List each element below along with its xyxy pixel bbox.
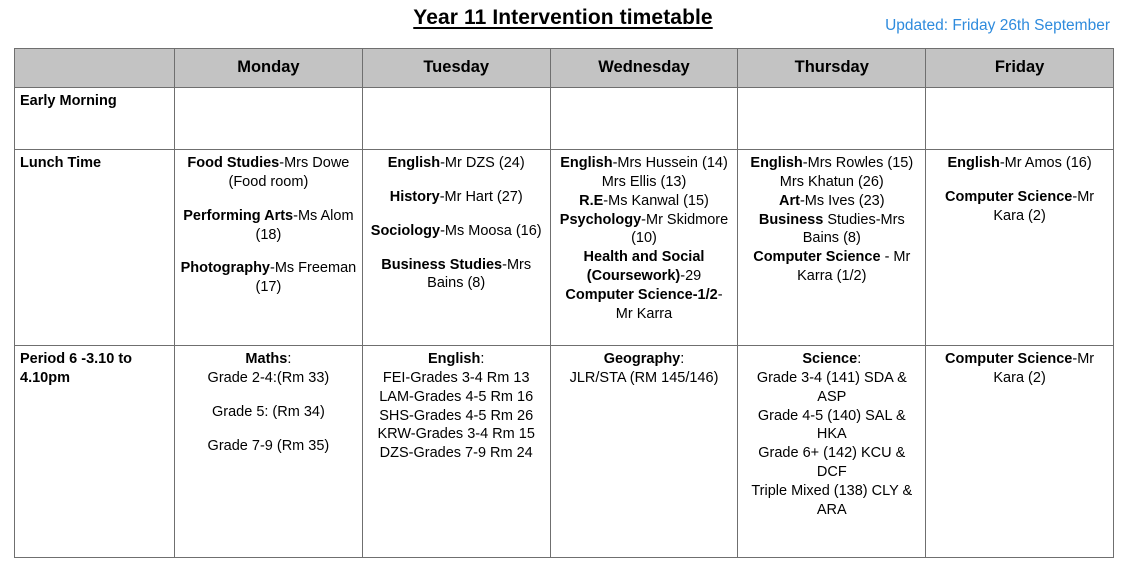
cell-entry-subject: Business Studies [381,256,503,273]
cell-entry-detail: : [480,351,485,367]
cell-period6-friday [926,346,1114,558]
cell-entry [743,211,920,249]
cell-entry-subject: Health and Social (Coursework) [583,249,705,285]
cell-lunch-friday [926,150,1114,346]
table-row-early-morning [15,88,1114,150]
cell-entry-detail: JLR/STA (RM 145/146) [569,369,719,386]
page-header [0,0,1126,46]
cell-entry-detail: -Ms Kanwal (15) [603,192,709,209]
cell-spacer [368,241,545,256]
column-header-monday: Monday [175,49,363,88]
cell-entry [180,154,357,192]
cell-entry-detail: -Mr DZS (24) [440,155,525,171]
row-label-line: Period 6 - [20,351,87,367]
cell-entry [368,188,545,207]
cell-entry-detail: Grade 3-4 (141) SDA & ASP [756,369,907,405]
row-label-line: 3.10 to 4.10pm [20,351,133,386]
header-corner-cell [15,49,175,88]
cell-entry [368,369,545,388]
table-row-lunch-time [15,150,1114,346]
cell-entry-detail: -Mr Skidmore (10) [631,211,729,247]
cell-lunch-wednesday [550,150,738,346]
cell-entry-subject: English [387,155,441,171]
column-header-thursday: Thursday [738,49,926,88]
cell-entry-subject: Computer Science [753,249,881,266]
cell-lunch-thursday [738,150,926,346]
cell-entry-detail: -Mrs Hussein (14) Mrs Ellis (13) [601,155,728,190]
cell-entry-detail: - Mr Karra (1/2) [797,249,911,285]
cell-entry [368,407,545,426]
cell-entry-subject: English [947,155,1000,171]
cell-entry [931,188,1108,226]
cell-entry [368,350,545,369]
cell-entry [931,154,1108,173]
cell-entry-detail: -Mr Amos (16) [999,155,1092,171]
cell-entry-subject: R.E [579,192,604,209]
cell-entry-detail: DZS-Grades 7-9 Rm 24 [379,445,533,462]
cell-entry [556,286,733,324]
cell-entry-detail: LAM-Grades 4-5 Rm 16 [379,388,534,405]
cell-entry-detail: : [857,351,862,367]
row-label-lunch-time: Lunch Time [15,150,175,346]
cell-entry-subject: English [750,155,803,171]
cell-entry [368,256,545,294]
cell-entry-detail: -Ms Freeman (17) [255,260,357,296]
cell-entry-subject: English [560,155,613,171]
column-header-friday: Friday [926,49,1114,88]
cell-entry [180,259,357,297]
timetable-container [14,48,1113,558]
cell-entry-subject: History [389,188,440,205]
cell-entry-subject: Science [802,351,858,367]
cell-entry-detail: -Mr Kara (2) [993,188,1095,224]
cell-entry [180,350,357,369]
cell-entry-detail: -Ms Alom (18) [255,207,354,243]
cell-entry-subject: Psychology [559,211,642,228]
cell-entry-detail: -Mrs Rowles (15) Mrs Khatun (26) [779,155,914,190]
cell-lunch-tuesday [362,150,550,346]
cell-entry-subject: Sociology [370,222,441,239]
cell-early-morning-thursday [738,88,926,150]
cell-entry-detail: Grade 7-9 (Rm 35) [207,437,330,454]
cell-entry [368,154,545,173]
cell-entry-detail: Triple Mixed (138) CLY & ARA [751,482,913,518]
table-header-row [15,49,1114,88]
cell-entry-subject: Food Studies [187,155,280,171]
cell-entry-subject: Computer Science-1/2 [565,286,718,303]
cell-entry-detail: -Ms Ives (23) [799,192,885,209]
cell-entry-subject: Maths [245,351,288,367]
cell-entry [368,388,545,407]
cell-entry [180,437,357,456]
cell-entry-subject: Geography [603,351,681,367]
cell-entry-subject: English [427,351,481,367]
cell-entry [931,350,1108,388]
cell-early-morning-tuesday [362,88,550,150]
cell-entry [556,248,733,286]
cell-entry [743,369,920,407]
cell-entry [556,192,733,211]
cell-spacer [180,192,357,207]
cell-entry [743,154,920,192]
cell-spacer [368,173,545,188]
cell-entry [743,407,920,445]
cell-entry-detail: Grade 2-4:(Rm 33) [207,369,330,386]
updated-note: Updated: Friday 26th September [885,17,1110,34]
cell-entry-subject: Business [758,211,824,228]
cell-entry [556,369,733,388]
cell-entry [743,192,920,211]
cell-entry-subject: Computer Science [945,351,1073,367]
cell-entry-detail: Grade 4-5 (140) SAL & HKA [757,407,906,443]
cell-entry [556,154,733,192]
page-title: Year 11 Intervention timetable [413,6,713,29]
column-header-tuesday: Tuesday [362,49,550,88]
cell-early-morning-wednesday [550,88,738,150]
cell-spacer [180,388,357,403]
cell-entry [743,444,920,482]
row-label-period-6 [15,346,175,558]
cell-early-morning-friday [926,88,1114,150]
cell-entry [368,444,545,463]
cell-entry [556,350,733,369]
cell-period6-thursday [738,346,926,558]
cell-entry-detail: -Ms Moosa (16) [440,222,542,239]
cell-entry-detail: : [287,351,292,367]
cell-entry-subject: Computer Science [945,188,1073,205]
cell-entry-detail: -Mr Hart (27) [439,188,523,205]
cell-entry-detail: FEI-Grades 3-4 Rm 13 [382,369,530,386]
column-header-wednesday: Wednesday [550,49,738,88]
cell-entry [180,207,357,245]
cell-entry [743,350,920,369]
cell-entry-detail: : [680,351,685,367]
cell-entry-detail: -29 [680,268,702,285]
cell-period6-tuesday [362,346,550,558]
cell-period6-monday [175,346,363,558]
row-label-early-morning: Early Morning [15,88,175,150]
cell-entry-detail: Grade 6+ (142) KCU & DCF [758,445,906,481]
cell-entry-detail: - Mr Karra [615,286,723,322]
cell-entry [743,248,920,286]
cell-entry-subject: Performing Arts [183,207,294,224]
cell-entry-detail: -Mrs Dowe (Food room) [228,155,350,190]
cell-entry [180,369,357,388]
cell-early-morning-monday [175,88,363,150]
cell-lunch-monday [175,150,363,346]
cell-spacer [180,422,357,437]
cell-entry [368,425,545,444]
cell-entry-detail: Grade 5: (Rm 34) [211,403,325,420]
cell-entry [556,211,733,249]
cell-entry [743,482,920,520]
cell-entry-detail: Studies-Mrs Bains (8) [802,211,905,247]
intervention-timetable [14,48,1114,558]
cell-entry-detail: -Mrs Bains (8) [427,256,532,292]
cell-spacer [931,173,1108,188]
cell-entry-subject: Photography [180,260,270,277]
cell-entry-detail: KRW-Grades 3-4 Rm 15 [377,426,535,443]
cell-spacer [368,207,545,222]
cell-entry-detail: SHS-Grades 4-5 Rm 26 [379,407,534,424]
table-row-period-6 [15,346,1114,558]
cell-entry [368,222,545,241]
cell-entry [180,403,357,422]
cell-spacer [180,244,357,259]
cell-period6-wednesday [550,346,738,558]
cell-entry-detail: -Mr Kara (2) [993,351,1095,386]
cell-entry-subject: Art [779,192,800,209]
